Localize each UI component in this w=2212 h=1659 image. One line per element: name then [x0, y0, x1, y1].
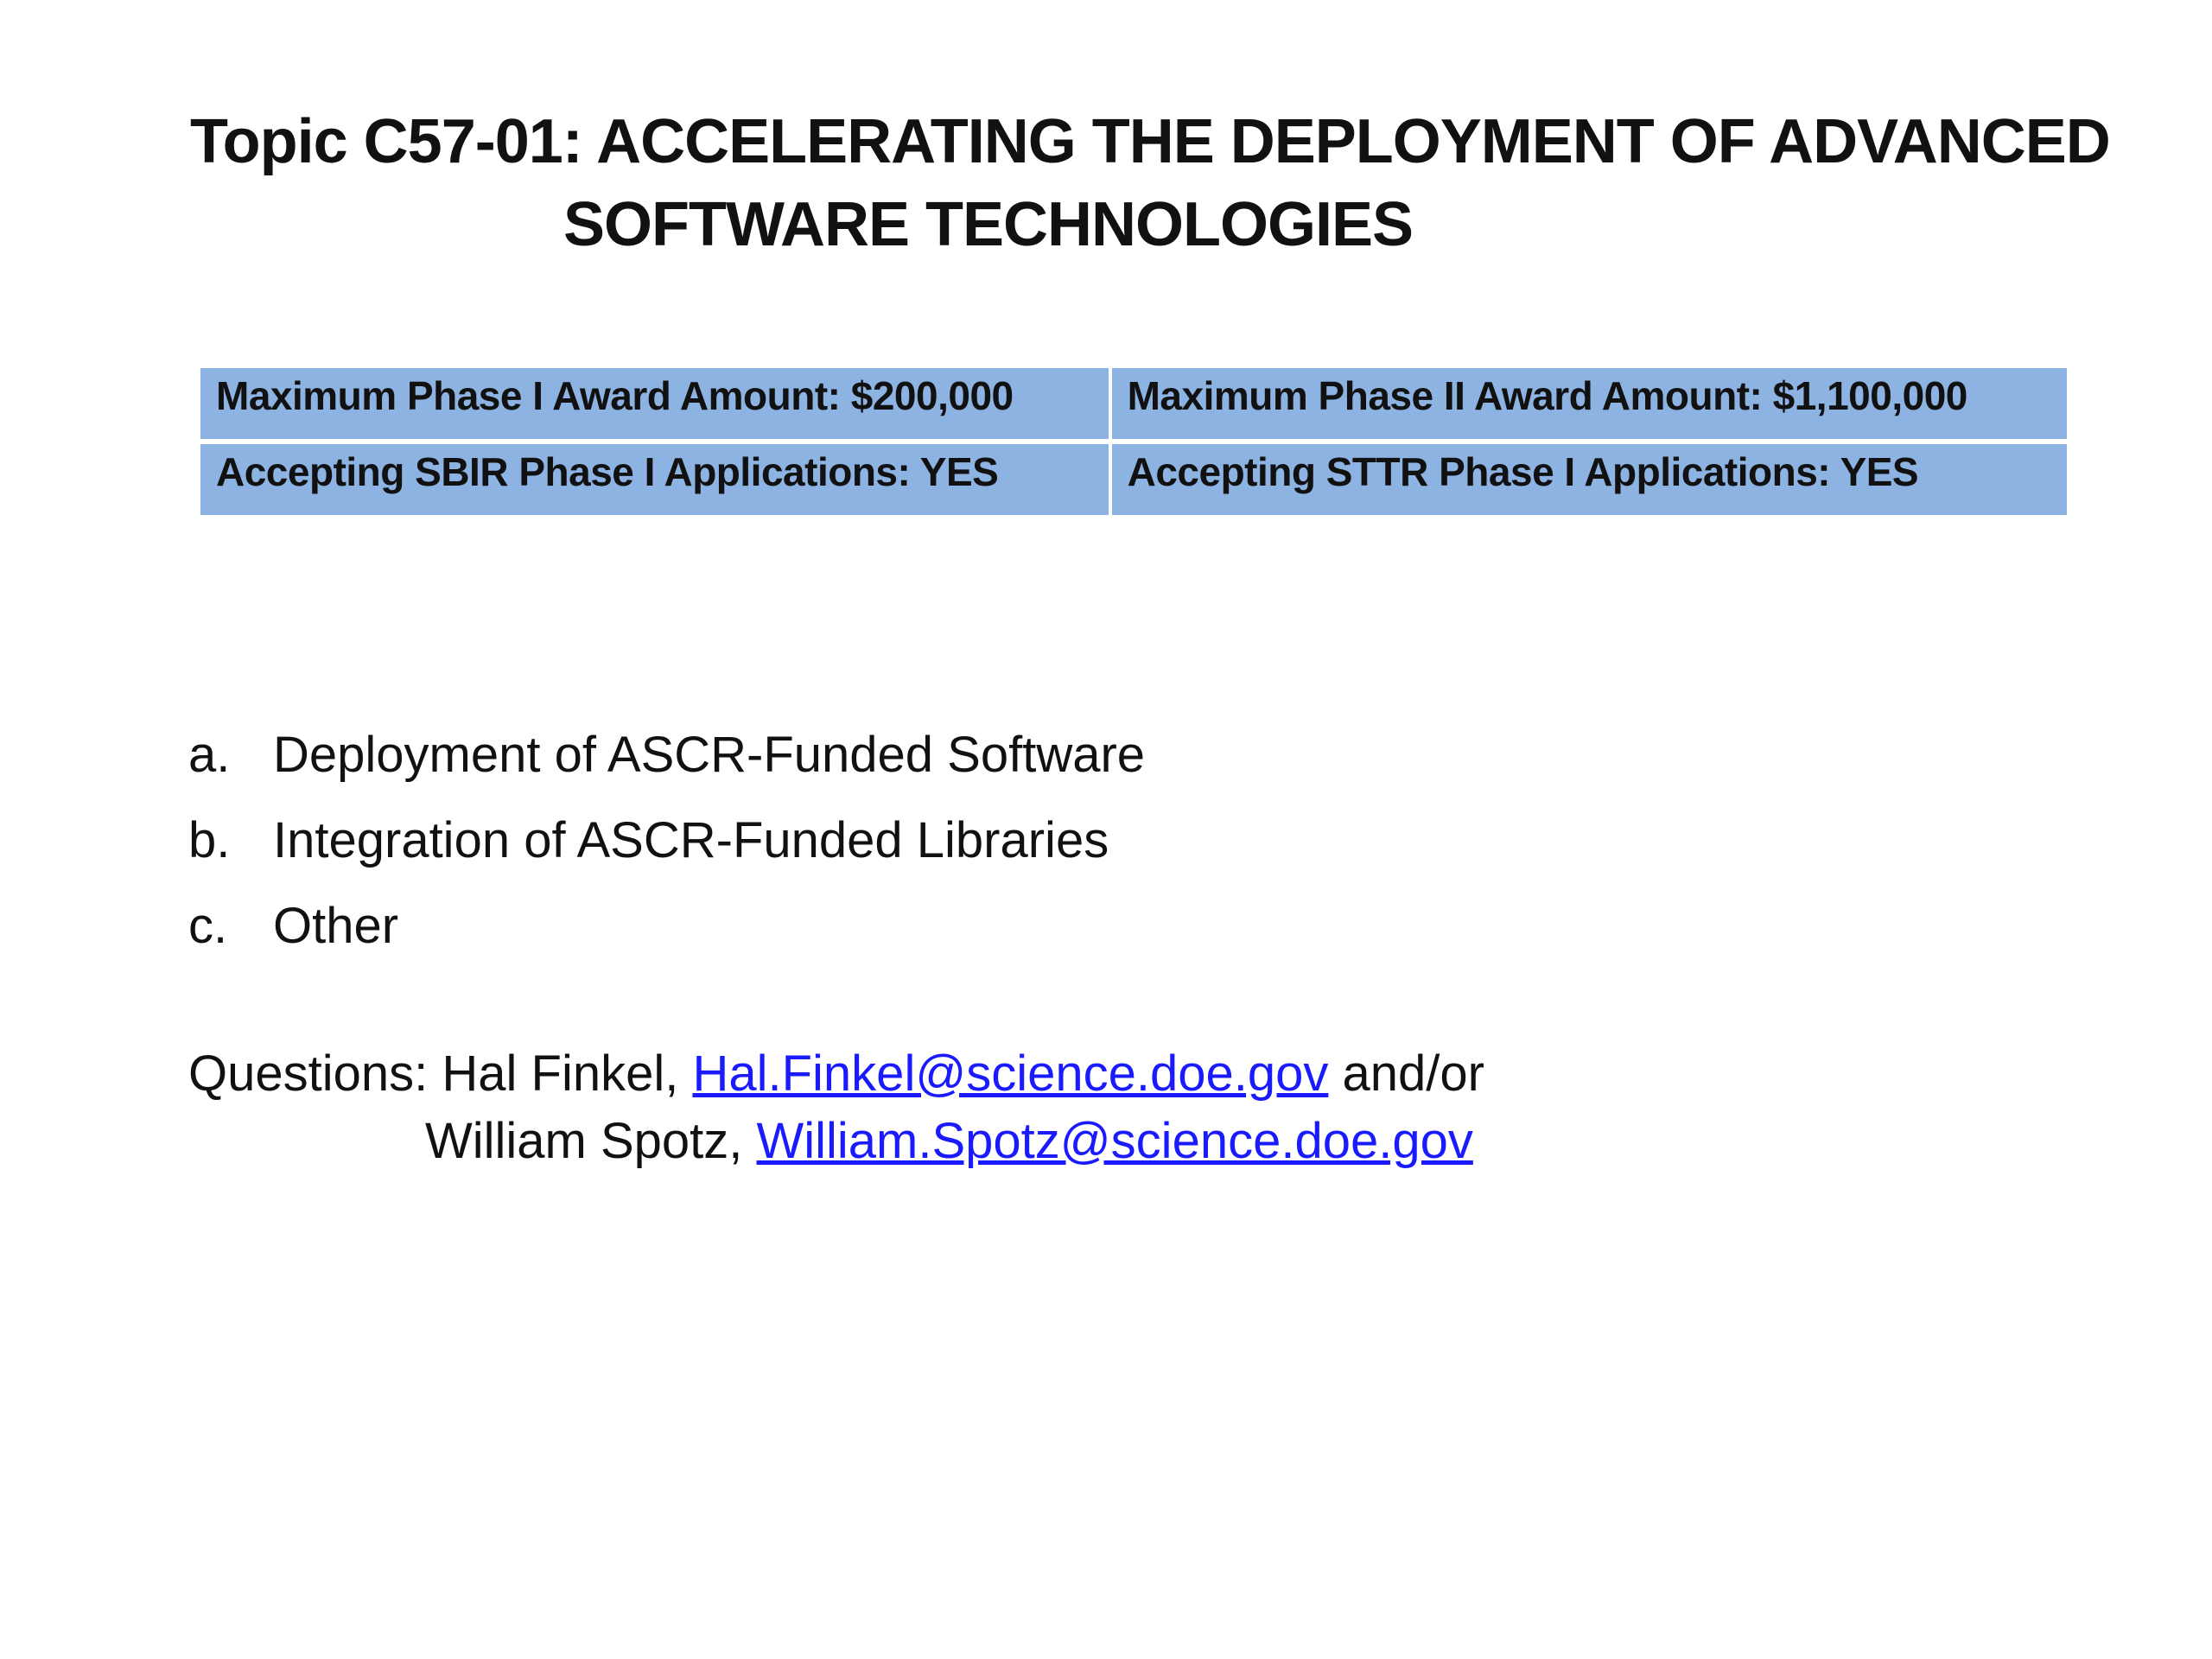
list-marker: a. — [188, 727, 231, 783]
questions-conjunction: and/or — [1328, 1046, 1484, 1102]
sbir-accepting-cell: Accepting SBIR Phase I Applications: YES — [200, 444, 1109, 515]
subtopic-list — [188, 712, 1145, 969]
questions-line-1 — [188, 1046, 1484, 1102]
phase-2-award-cell: Maximum Phase II Award Amount: $1,100,000 — [1109, 368, 2067, 439]
list-item-label: Integration of ASCR-Funded Libraries — [273, 812, 1109, 868]
title-line-1: Topic C57-01: ACCELERATING THE DEPLOYMENT OF ADVANCED — [190, 107, 2110, 176]
list-item — [188, 883, 1145, 969]
title-line-2: SOFTWARE TECHNOLOGIES — [563, 190, 1414, 259]
questions-contact — [188, 1040, 1484, 1175]
list-item-label: Other — [273, 898, 399, 954]
email-link-william-spotz[interactable]: William.Spotz@science.doe.gov — [756, 1113, 1473, 1169]
list-item — [188, 712, 1145, 798]
table-row — [200, 444, 2067, 515]
sttr-accepting-cell: Accepting STTR Phase I Applications: YES — [1109, 444, 2067, 515]
award-table — [200, 363, 2067, 520]
list-marker: b. — [188, 812, 231, 868]
contact-name-william-spotz: William Spotz, — [425, 1113, 757, 1169]
page-title — [190, 100, 2110, 266]
list-item-label: Deployment of ASCR-Funded Software — [273, 727, 1146, 783]
questions-line-2 — [188, 1108, 1484, 1175]
list-marker: c. — [188, 898, 228, 954]
phase-1-award-cell: Maximum Phase I Award Amount: $200,000 — [200, 368, 1109, 439]
table-row — [200, 368, 2067, 439]
list-item — [188, 798, 1145, 883]
email-link-hal-finkel[interactable]: Hal.Finkel@science.doe.gov — [692, 1046, 1329, 1102]
questions-prefix: Questions: Hal Finkel, — [188, 1046, 693, 1102]
